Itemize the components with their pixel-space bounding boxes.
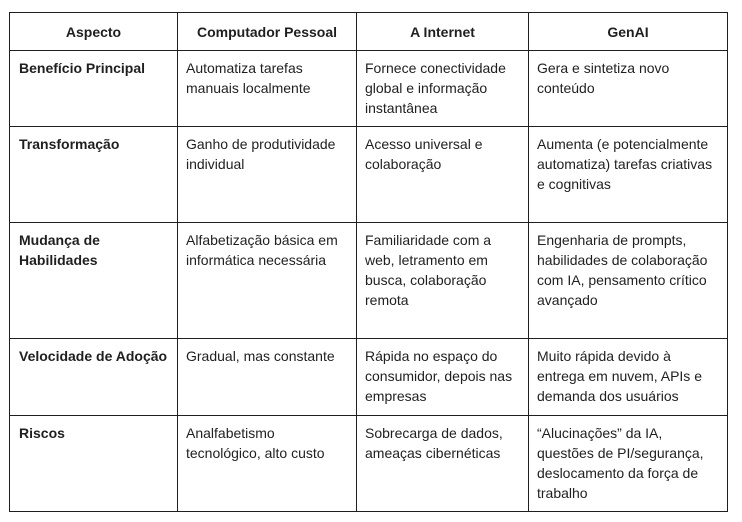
- header-internet: A Internet: [357, 13, 529, 51]
- genai-cell: Aumenta (e potencialmente automatiza) tarefas criativas e cognitivas: [529, 127, 728, 223]
- comparison-table: [9, 12, 728, 512]
- personal-computer-cell: Alfabetização básica em informática necessária: [178, 223, 357, 339]
- internet-cell: Familiaridade com a web, letramento em busca, colaboração remota: [357, 223, 529, 339]
- row-aspect-cell: Mudança de Habilidades: [10, 223, 178, 339]
- table-row: [10, 223, 728, 339]
- personal-computer-cell: Automatiza tarefas manuais localmente: [178, 51, 357, 127]
- internet-cell: Sobrecarga de dados, ameaças cibernéticas: [357, 416, 529, 512]
- internet-cell: Rápida no espaço do consumidor, depois nas empresas: [357, 339, 529, 416]
- internet-cell: Acesso universal e colaboração: [357, 127, 529, 223]
- row-aspect-cell: Benefício Principal: [10, 51, 178, 127]
- personal-computer-cell: Ganho de produtividade individual: [178, 127, 357, 223]
- table-row: [10, 339, 728, 416]
- genai-cell: Engenharia de prompts, habilidades de colaboração com IA, pensamento crítico avançado: [529, 223, 728, 339]
- genai-cell: Gera e sintetiza novo conteúdo: [529, 51, 728, 127]
- row-aspect-cell: Transformação: [10, 127, 178, 223]
- table-row: [10, 51, 728, 127]
- genai-cell: Muito rápida devido à entrega em nuvem, APIs e demanda dos usuários: [529, 339, 728, 416]
- header-genai: GenAI: [529, 13, 728, 51]
- personal-computer-cell: Gradual, mas constante: [178, 339, 357, 416]
- internet-cell: Fornece conectividade global e informação instantânea: [357, 51, 529, 127]
- row-aspect-cell: Velocidade de Adoção: [10, 339, 178, 416]
- genai-cell: “Alucinações” da IA, questões de PI/segurança, deslocamento da força de trabalho: [529, 416, 728, 512]
- table-row: [10, 416, 728, 512]
- table-row: [10, 127, 728, 223]
- header-personal-computer: Computador Pessoal: [178, 13, 357, 51]
- row-aspect-cell: Riscos: [10, 416, 178, 512]
- personal-computer-cell: Analfabetismo tecnológico, alto custo: [178, 416, 357, 512]
- header-aspect: Aspecto: [10, 13, 178, 51]
- header-row: [10, 13, 728, 51]
